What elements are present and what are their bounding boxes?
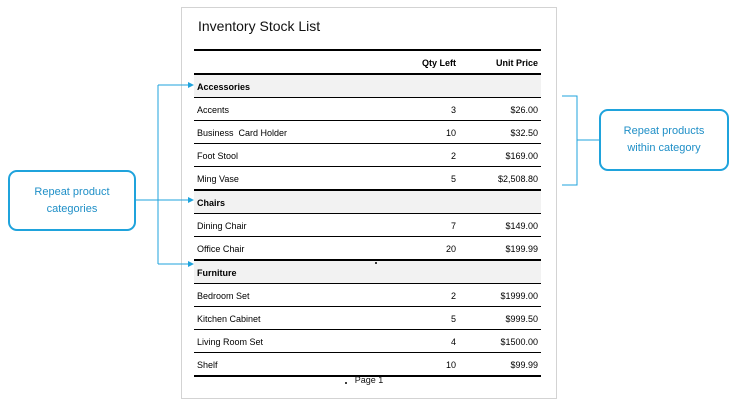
price-column-header: Unit Price: [495, 58, 538, 68]
callout-repeat-products: [599, 109, 729, 171]
price-value: $2,508.80: [497, 174, 538, 184]
qty-value: 10: [445, 128, 456, 138]
price-value: $32.50: [510, 128, 538, 138]
qty-value: 2: [450, 151, 456, 161]
price-value: $149.00: [505, 221, 538, 231]
product-name: Living Room Set: [197, 337, 264, 347]
qty-value: 2: [450, 291, 456, 301]
product-name: Shelf: [197, 360, 218, 370]
price-value: $199.99: [505, 244, 538, 254]
qty-column-header: Qty Left: [421, 58, 456, 68]
report-title: Inventory Stock List: [198, 18, 321, 34]
price-value: $99.99: [510, 360, 538, 370]
price-value: $999.50: [505, 314, 538, 324]
product-name: Office Chair: [197, 244, 245, 254]
product-name: Ming Vase: [197, 174, 239, 184]
product-name: Kitchen Cabinet: [197, 314, 261, 324]
product-name: Dining Chair: [197, 221, 247, 231]
category-label: Chairs: [197, 198, 226, 208]
category-label: Accessories: [197, 82, 251, 92]
qty-value: 4: [450, 337, 456, 347]
product-name: Bedroom Set: [197, 291, 250, 301]
callout-text: Repeat product categories: [34, 185, 110, 215]
product-name: Foot Stool: [197, 151, 239, 161]
qty-value: 5: [450, 174, 456, 184]
price-value: $169.00: [505, 151, 538, 161]
qty-value: 3: [450, 105, 456, 115]
product-name: Business Card Holder: [197, 128, 288, 138]
products-bracket: [562, 96, 577, 185]
qty-value: 20: [445, 244, 456, 254]
callout-repeat-categories: [8, 170, 136, 231]
price-value: $1500.00: [500, 337, 538, 347]
qty-value: 10: [445, 360, 456, 370]
price-value: $26.00: [510, 105, 538, 115]
callout-text: Repeat products within category: [623, 125, 705, 154]
price-value: $1999.00: [500, 291, 538, 301]
qty-value: 7: [450, 221, 456, 231]
category-label: Furniture: [197, 268, 237, 278]
page-footer: Page 1: [354, 375, 384, 385]
qty-value: 5: [450, 314, 456, 324]
product-name: Accents: [197, 105, 230, 115]
